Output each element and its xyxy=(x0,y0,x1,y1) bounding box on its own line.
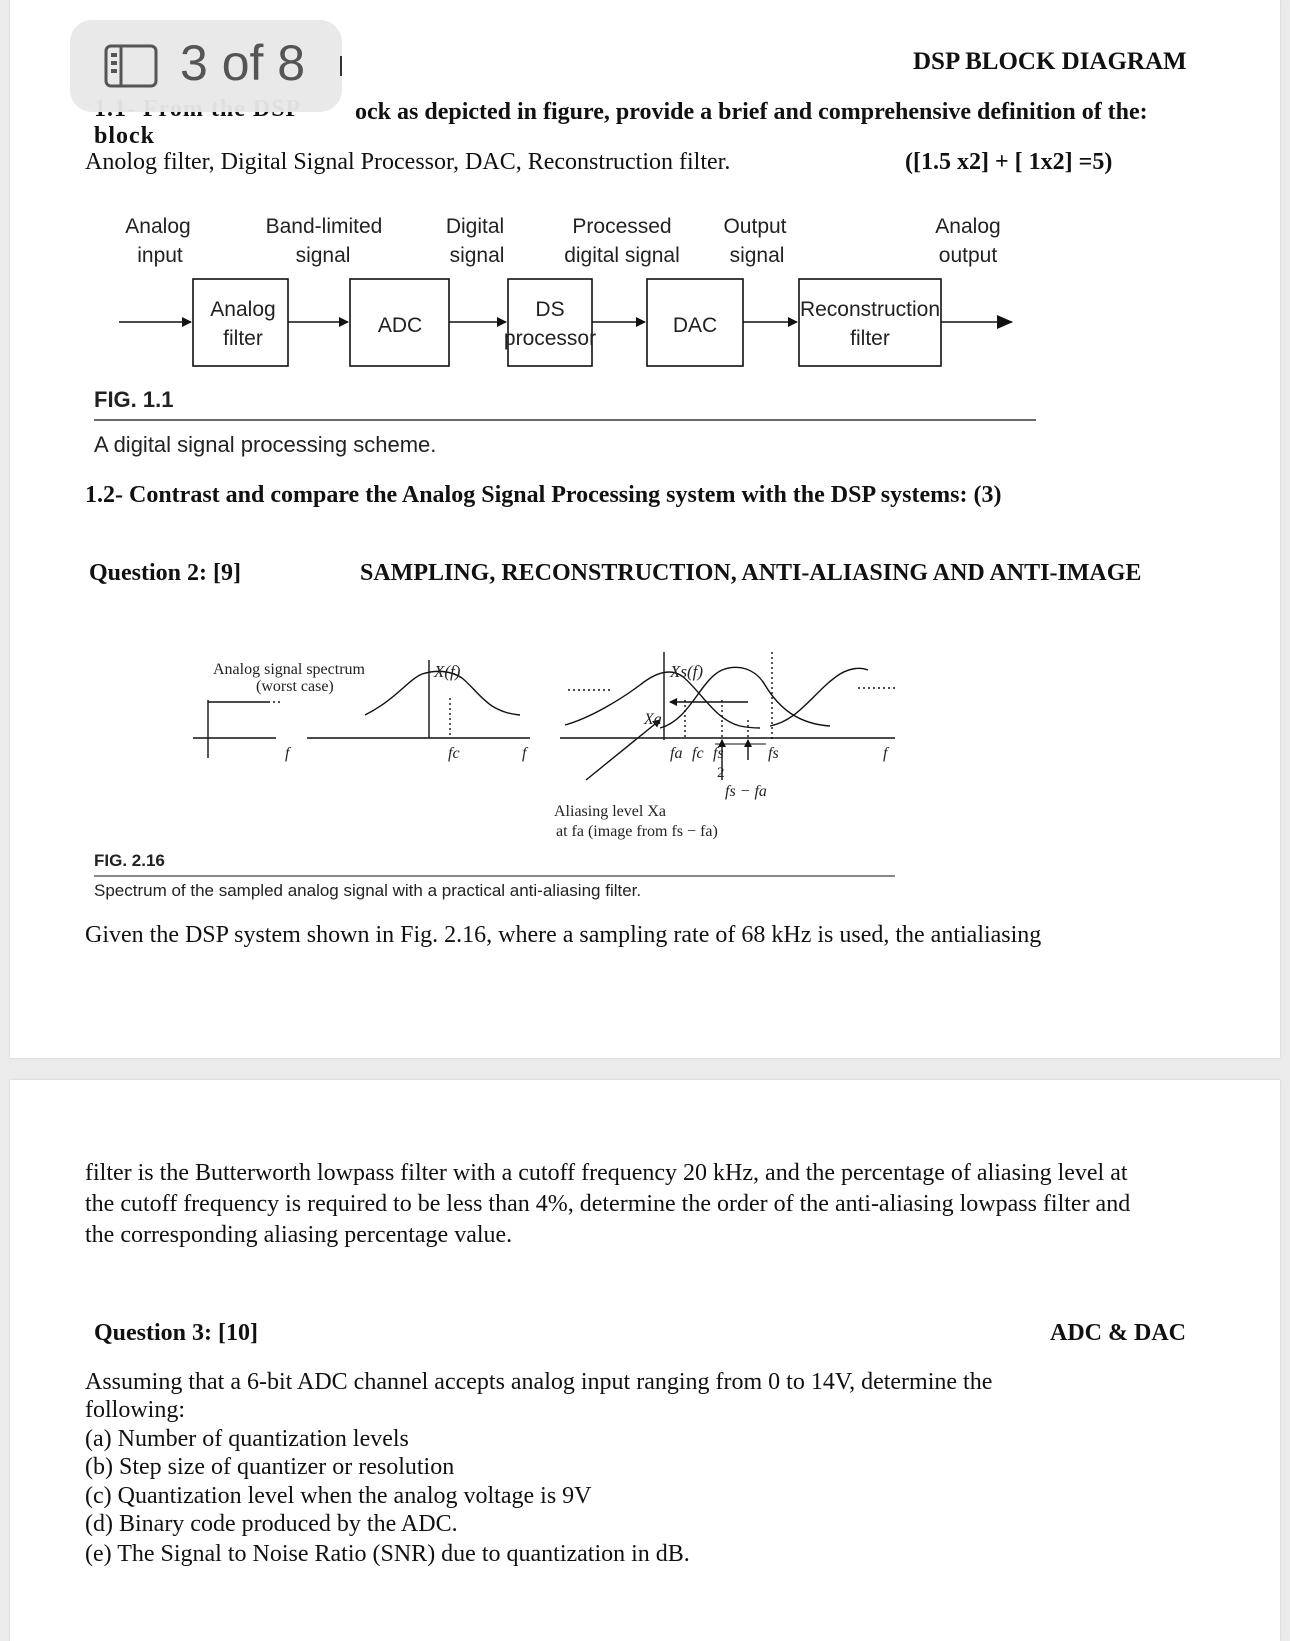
block-analog-filter-label-1: Analog xyxy=(210,298,276,321)
block-ds-label-1: DS xyxy=(535,298,565,321)
document-page-4 xyxy=(10,1080,1280,1641)
label-processed-1: Processed xyxy=(572,215,672,238)
question-1-1-line2: Anolog filter, Digital Signal Processor, DAC, Reconstruction filter. xyxy=(85,149,731,175)
question-1-2-text: 1.2- Contrast and compare the Analog Signal Processing system with the DSP systems: (3) xyxy=(85,482,1002,508)
aliasing-label-2: at fa (image from fs − fa) xyxy=(556,823,718,840)
question-2-text-3: the cutoff frequency is required to be less than 4%, determine the order of the anti-aliasing lowpass filter and xyxy=(85,1191,1131,1217)
question-2-topic: SAMPLING, RECONSTRUCTION, ANTI-ALIASING AND ANTI-IMAGE xyxy=(360,560,1142,586)
label-bandlimited-2: signal xyxy=(295,244,351,267)
fc-label: fc xyxy=(448,745,460,762)
question-3-item-c: (c) Quantization level when the analog voltage is 9V xyxy=(85,1483,592,1509)
label-analog-output-2: output xyxy=(938,244,998,267)
fs-over-2-numerator: fs xyxy=(713,745,724,762)
label-output-2: signal xyxy=(729,244,785,267)
question-3-item-e: (e) The Signal to Noise Ratio (SNR) due to quantization in dB. xyxy=(85,1541,690,1567)
block-reconstruction-filter xyxy=(799,279,941,366)
spectrum-figure xyxy=(10,640,1280,900)
question-1-1-text: ock as depicted in figure, provide a brief and comprehensive definition of the: xyxy=(355,99,1148,125)
block-adc-label: ADC xyxy=(377,314,423,337)
fa-label: fa xyxy=(670,745,683,762)
question-3-item-b: (b) Step size of quantizer or resolution xyxy=(85,1454,455,1480)
spectrum-label-1: Analog signal spectrum xyxy=(213,661,365,678)
spectrum-label-2: (worst case) xyxy=(256,678,334,695)
label-bandlimited-1: Band-limited xyxy=(265,215,383,238)
fs-over-2-denominator: 2 xyxy=(717,765,725,781)
question-3-topic: ADC & DAC xyxy=(1050,1320,1186,1346)
f-axis-label-1: f xyxy=(285,745,290,762)
label-digital-2: signal xyxy=(449,244,505,267)
sidebar-icon xyxy=(104,44,158,88)
question-2-text-4: the corresponding aliasing percentage value. xyxy=(85,1222,513,1248)
question-3-heading: Question 3: [10] xyxy=(94,1320,258,1346)
label-output-1: Output xyxy=(723,215,787,238)
label-processed-2: digital signal xyxy=(564,244,680,267)
xa-label: Xa xyxy=(644,711,662,728)
page-indicator-text: 3 of 8 xyxy=(180,35,306,91)
label-analog-output-1: Analog xyxy=(935,215,1001,238)
block-dac-label: DAC xyxy=(672,314,718,337)
question-3-intro-2: following: xyxy=(85,1397,185,1423)
block-recon-label-1: Reconstruction xyxy=(799,298,941,321)
block-ds-label-2: processor xyxy=(503,327,597,350)
question-3-intro-1: Assuming that a 6-bit ADC channel accepts analog input ranging from 0 to 14V, determine the xyxy=(85,1369,993,1395)
question-2-heading: Question 2: [9] xyxy=(89,560,241,586)
f-axis-label-3: f xyxy=(883,745,888,762)
aliasing-label-1: Aliasing level Xa xyxy=(554,803,666,820)
label-digital-1: Digital xyxy=(445,215,505,238)
section-header: DSP BLOCK DIAGRAM xyxy=(913,48,1187,75)
document-page-3 xyxy=(10,0,1280,1058)
block-recon-label-2: filter xyxy=(850,327,890,350)
fs-label: fs xyxy=(768,745,779,762)
question-1-1-marks: ([1.5 x2] + [ 1x2] =5) xyxy=(905,149,1113,175)
question-2-text-1: Given the DSP system shown in Fig. 2.16, where a sampling rate of 68 kHz is used, the antialiasing xyxy=(85,922,1042,948)
fs-minus-fa-label: fs − fa xyxy=(725,783,767,800)
block-ds-processor xyxy=(508,279,592,366)
fc-label-2: fc xyxy=(692,745,704,762)
page-indicator[interactable] xyxy=(70,20,342,112)
label-analog-input-2: input xyxy=(137,244,183,267)
fig-2-16-label: FIG. 2.16 xyxy=(94,851,165,870)
question-3-item-d: (d) Binary code produced by the ADC. xyxy=(85,1511,458,1537)
xf-label: X(f) xyxy=(434,662,461,681)
block-analog-filter-label-2: filter xyxy=(223,327,263,350)
question-3-item-a: (a) Number of quantization levels xyxy=(85,1426,409,1452)
f-axis-label-2: f xyxy=(522,745,527,762)
fig-2-16-caption: Spectrum of the sampled analog signal with a practical anti-aliasing filter. xyxy=(94,881,642,900)
xsf-label: Xs(f) xyxy=(670,662,704,681)
fig-1-1-label: FIG. 1.1 xyxy=(94,387,174,412)
question-2-text-2: filter is the Butterworth lowpass filter with a cutoff frequency 20 kHz, and the percentage of aliasing level at xyxy=(85,1160,1128,1186)
fig-1-1-caption: A digital signal processing scheme. xyxy=(94,432,437,457)
label-analog-input-1: Analog xyxy=(125,215,191,238)
obscured-text: block xyxy=(94,123,156,149)
block-analog-filter xyxy=(193,279,288,366)
text-cursor xyxy=(340,56,342,76)
